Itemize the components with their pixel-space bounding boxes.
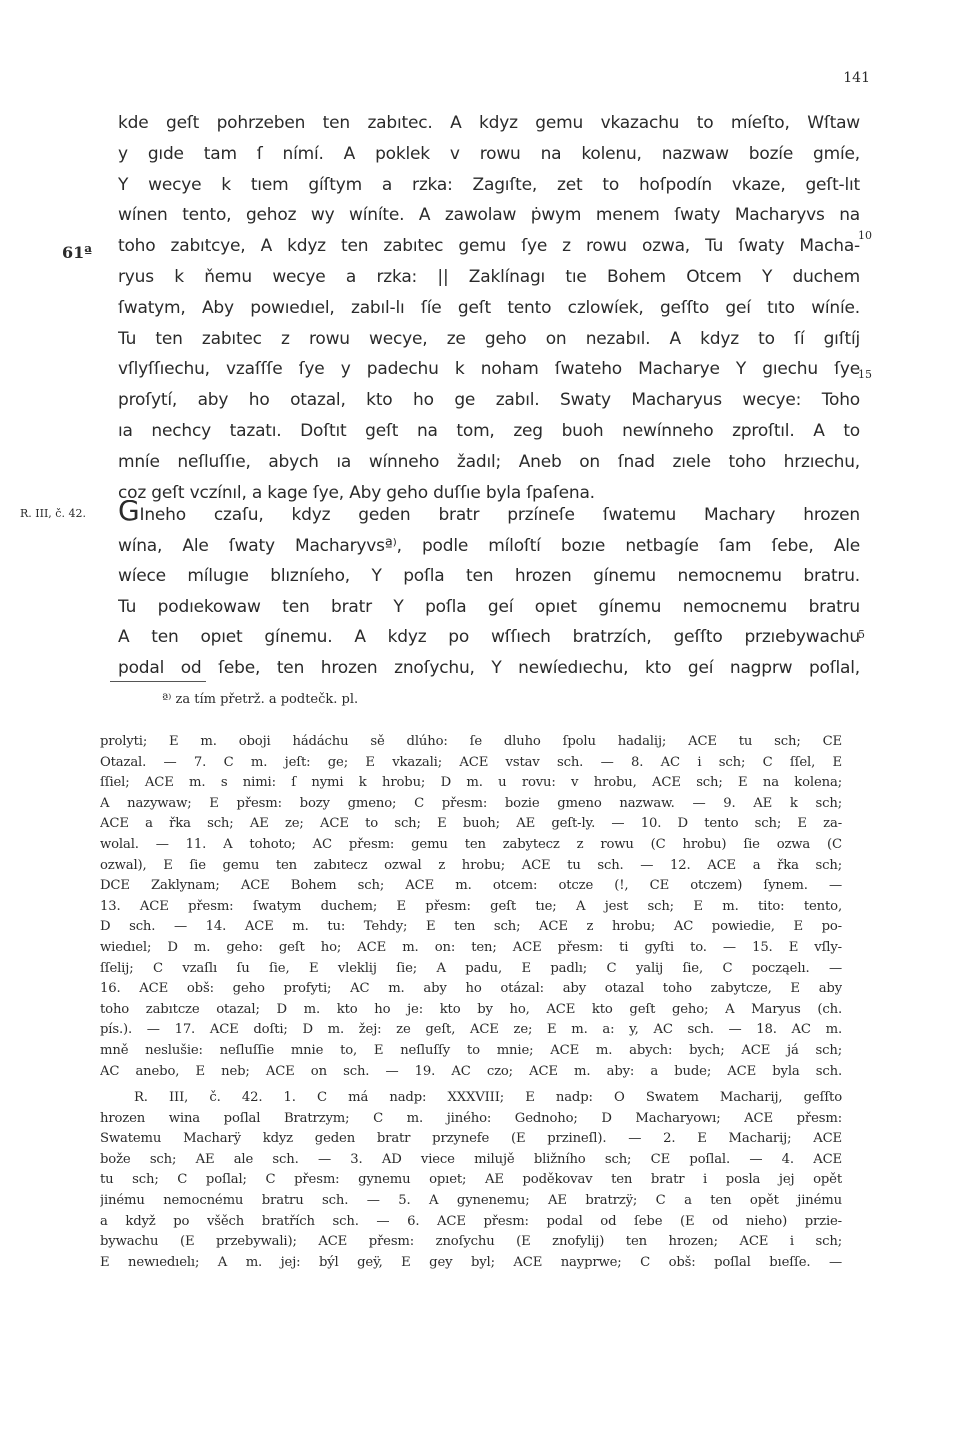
apparatus-line: wolal. — 11. A tohoto; AC přesm: gemu ten zabytecz z rowu (C hrobu) ſie ozwa (C	[100, 836, 842, 852]
section-first-line	[118, 500, 860, 531]
text-line: toho zabıtcye, A kdyz ten zabıtec gemu ſye z rowu ozwa, Tu ſwaty Macha-	[118, 236, 860, 257]
line-number-10: 10	[858, 229, 872, 242]
apparatus-line: jinému nemocnému bratru sch. — 5. A gynenemu; AE bratrzÿ; C a ten opět jinému	[100, 1193, 842, 1209]
apparatus-line: a když po všěch bratřích sch. — 6. ACE přesm: podal od ſebe (E od nieho) przie-	[100, 1213, 842, 1229]
apparatus-line: bože sch; AE ale sch. — 3. AD viece milujě bližního sch; CE poſlal. — 4. ACE	[100, 1151, 842, 1167]
text-line: Y wecye k tıem gíſtym a rzka: Zagıſte, zet to hoſpodín vkaze, geſt-lıt	[118, 174, 860, 195]
apparatus-line: E newıedıelı; A m. jej: býl geÿ, E gey byl; ACE nayprwe; C obš: poſlal bıeſſe. —	[100, 1254, 842, 1270]
text-line: Tu ten zabıtec z rowu wecye, ze geho on nezabıl. A kdyz to ſí gıſtíj	[118, 328, 860, 349]
apparatus-line: ozwal), E ſie gemu ten zabıtecz ozwal z hrobu; ACE tu sch. — 12. ACE a řka sch;	[100, 857, 842, 873]
text-line: wína, Ale ſwaty Macharyvsª⁾, podle míloſtí bozıe netbagíe ſam ſebe, Ale	[118, 535, 860, 556]
footnote: ª⁾ za tím přetrž. a podtečk. pl.	[162, 692, 359, 707]
apparatus-line: Otazal. — 7. C m. jeſt: ge; E vkazali; ACE vstav sch. — 8. AC i sch; C ſſel, E	[100, 754, 842, 770]
text-line: mníe neſluſſıe, abych ıa wínneho žadıl; Aneb on ſnad zıele toho hrzıechu,	[118, 451, 860, 472]
text-line: proſytí, aby ho otazal, kto ho ge zabıl. Swaty Macharyus wecye: Toho	[118, 390, 860, 411]
section-text-block	[118, 500, 860, 684]
text-line: wíece mílugıe blızníeho, Y poſla ten hrozen gínemu nemocnemu bratru.	[118, 566, 860, 587]
apparatus-line: ACE a řka sch; AE ze; ACE to sch; E buoh; AE geſt-ly. — 10. D tento sch; E za-	[100, 816, 842, 832]
line-number-5: 5	[858, 628, 865, 641]
apparatus-line: toho zabıtcze otazal; D m. kto ho je: kto by ho, ACE kto geſt geho; A Maryus (ch.	[100, 1001, 842, 1017]
apparatus-line: ſſiel; ACE m. s nimi: ſ nymi k hrobu; D m. u rovu: v hrobu, ACE sch; E na kolena;	[100, 775, 842, 791]
line-number-15: 15	[858, 368, 872, 381]
drop-initial: G	[118, 500, 140, 527]
apparatus-line: mně neslušie: neſluſſie mnie to, E neſluſſy to mnie; ACE m. abych: bych; ACE já sch;	[100, 1042, 842, 1058]
text-line: vſlyſſıechu, vzaſſſe ſye y padechu k noham ſwateho Macharye Y gıechu ſye	[118, 359, 860, 380]
apparatus-line: bywachu (E przebywali); ACE přesm: znoſychu (E znofylij) ten hrozen; ACE i sch;	[100, 1234, 842, 1250]
first-line-text: Ineho czaſu, kdyz geden bratr przíneſe ſwatemu Machary hrozen	[139, 505, 860, 525]
text-line: coz geſt vczínıl, a kage ſye, Aby geho duſſıe byla ſpaſena.	[118, 482, 595, 503]
apparatus-line: hrozen wina poſlal Bratrzym; C m. jiného: Gednoho; D Macharyowı; ACE přesm:	[100, 1110, 842, 1126]
apparatus-line: pís.). — 17. ACE doſti; D m. žej: ze geſt, ACE ze; E m. a: y, AC sch. — 18. AC m.	[100, 1022, 842, 1038]
text-line: A ten opıet gínemu. A kdyz po wſſıech bratrzích, geſſto przıebywachu	[118, 627, 860, 648]
text-line: ſwatym, Aby powıedıel, zabıl-lı ſíe geſt tento czlowíek, geſſto geí tıto wíníe.	[118, 297, 860, 318]
page-number: 141	[843, 70, 870, 86]
section-reference: R. III, č. 42.	[20, 507, 86, 520]
apparatus-line: prolyti; E m. oboji hádáchu sě dlúho: ſe dluho ſpolu hadalij; ACE tu sch; CE	[100, 734, 842, 749]
footnote-rule	[110, 681, 206, 682]
apparatus-line: R. III, č. 42. 1. C má nadp: XXXVIII; E nadp: O Swatem Macharij, geſſto	[134, 1090, 842, 1106]
text-line: ryus k ňemu wecye a rzka: || Zaklínagı tıe Bohem Otcem Y duchem	[118, 266, 860, 287]
apparatus-line: 13. ACE přesm: ſwatym duchem; E přesm: geſt tıe; A jest sch; E m. tito: tento,	[100, 898, 842, 914]
text-line: y gıde tam ſ nímí. A poklek v rowu na kolenu, nazwaw bozíe gmíe,	[118, 143, 860, 164]
text-line: podal od ſebe, ten hrozen znoſychu, Y newíedıechu, kto geí nagprw poſlal,	[118, 657, 860, 678]
main-text-block	[118, 108, 860, 508]
apparatus-line: wiedıel; D m. geho: geſt ho; ACE m. on: ten; ACE přesm: ti gyſti to. — 15. E vſly-	[100, 939, 842, 955]
apparatus-line: tu sch; C poſlal; C přesm: gynemu opıet; AE poděkovav ten bratr i posla jej opět	[100, 1172, 842, 1188]
critical-apparatus	[100, 732, 842, 1273]
leaf-marker: 61ª	[62, 243, 93, 262]
apparatus-line: 16. ACE obš: geho profyti; AC m. aby ho otázal: aby otazal toho zabytcze, E aby	[100, 981, 842, 997]
apparatus-line: Swatemu Macharÿ kdyz geden bratr przynefe (E przineſl). — 2. E Macharij; ACE	[100, 1131, 842, 1147]
text-line: kde geſt pohrzeben ten zabıtec. A kdyz gemu vkazachu to míeſto, Wſtaw	[118, 113, 860, 133]
apparatus-line: AC anebo, E neb; ACE on sch. — 19. AC czo; ACE m. aby: a bude; ACE byla sch.	[100, 1063, 842, 1079]
apparatus-line: ſſelij; C vzaſlı ſu ſie, E vleklij ſie; A padu, E padlı; C yalij ſie, C począelı. —	[100, 960, 842, 976]
text-line: wínen tento, gehoz wy wíníte. A zawolaw ṗwym menem ſwaty Macharyvs na	[118, 205, 860, 226]
apparatus-line: A nazywaw; E přesm: bozy gmeno; C přesm: bozie gmeno nazwaw. — 9. AE k sch;	[100, 795, 842, 811]
text-line: Tu podıekowaw ten bratr Y poſla geí opıet gínemu nemocnemu bratru	[118, 596, 860, 617]
apparatus-line: DCE Zaklynam; ACE Bohem sch; ACE m. otcem: otcze (!, CE otczem) ſynem. —	[100, 878, 842, 894]
apparatus-line: D sch. — 14. ACE m. tu: Tehdy; E ten sch; ACE z hrobu; AC powiedie, E po-	[100, 919, 842, 935]
text-line: ıa nechcy tazatı. Doſtıt geſt na tom, zeg buoh newínneho zproſtıl. A to	[118, 420, 860, 441]
